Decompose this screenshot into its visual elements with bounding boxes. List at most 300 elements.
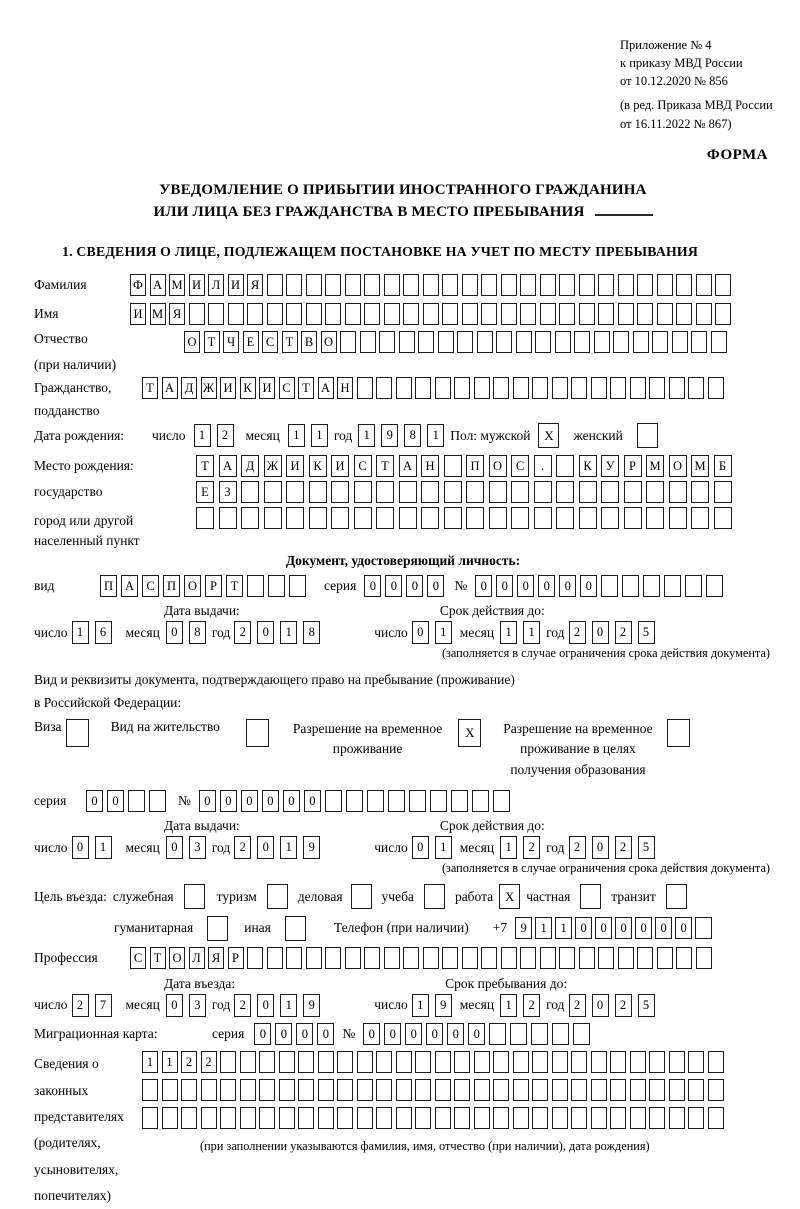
char-cell[interactable]	[435, 1079, 451, 1101]
char-cell[interactable]	[559, 274, 575, 296]
char-cell[interactable]: П	[100, 575, 117, 597]
char-cell[interactable]	[493, 1079, 509, 1101]
char-cell[interactable]	[345, 303, 361, 325]
char-cell[interactable]	[474, 1079, 490, 1101]
char-cell[interactable]: К	[240, 377, 256, 399]
char-cell[interactable]: И	[286, 455, 304, 477]
char-cell[interactable]	[289, 575, 306, 597]
char-cell[interactable]: Н	[421, 455, 439, 477]
char-cell[interactable]	[610, 1051, 626, 1073]
char-cell[interactable]	[444, 481, 462, 503]
char-cell[interactable]: 5	[638, 621, 655, 644]
char-cell[interactable]: 2	[615, 621, 632, 644]
char-cell[interactable]: П	[466, 455, 484, 477]
char-cell[interactable]	[399, 507, 417, 529]
char-cell[interactable]	[376, 1079, 392, 1101]
char-cell[interactable]	[708, 1079, 724, 1101]
char-cell[interactable]	[331, 507, 349, 529]
char-cell[interactable]	[325, 947, 341, 969]
char-cell[interactable]: И	[331, 455, 349, 477]
char-cell[interactable]: 1	[288, 424, 305, 447]
char-cell[interactable]: Д	[181, 377, 197, 399]
char-cell[interactable]	[474, 377, 490, 399]
char-cell[interactable]: 8	[404, 424, 421, 447]
char-cell[interactable]: 1	[280, 836, 297, 859]
char-cell[interactable]	[646, 481, 664, 503]
char-cell[interactable]	[630, 1079, 646, 1101]
char-cell[interactable]: 2	[201, 1051, 217, 1073]
char-cell[interactable]	[571, 1051, 587, 1073]
char-cell[interactable]	[451, 790, 468, 812]
char-cell[interactable]: 1	[412, 994, 429, 1017]
char-cell[interactable]: Т	[282, 331, 298, 353]
char-cell[interactable]	[696, 274, 712, 296]
char-cell[interactable]	[318, 1107, 334, 1129]
char-cell[interactable]: 2	[217, 424, 234, 447]
char-cell[interactable]	[396, 1051, 412, 1073]
char-cell[interactable]	[676, 303, 692, 325]
char-cell[interactable]: 2	[615, 994, 632, 1017]
char-cell[interactable]	[337, 1079, 353, 1101]
char-cell[interactable]	[435, 1051, 451, 1073]
char-cell[interactable]: 2	[72, 994, 89, 1017]
char-cell[interactable]	[442, 274, 458, 296]
char-cell[interactable]	[649, 1107, 665, 1129]
char-cell[interactable]: 9	[435, 994, 452, 1017]
char-cell[interactable]	[493, 790, 510, 812]
char-cell[interactable]: З	[219, 481, 237, 503]
char-cell[interactable]	[552, 1079, 568, 1101]
char-cell[interactable]: 0	[595, 917, 612, 939]
char-cell[interactable]	[534, 481, 552, 503]
char-cell[interactable]: 0	[575, 917, 592, 939]
char-cell[interactable]	[708, 377, 724, 399]
char-cell[interactable]	[591, 1051, 607, 1073]
char-cell[interactable]: 0	[426, 1023, 443, 1045]
char-cell[interactable]	[442, 947, 458, 969]
char-cell[interactable]: 0	[283, 790, 300, 812]
char-cell[interactable]	[511, 481, 529, 503]
char-cell[interactable]	[337, 1107, 353, 1129]
char-cell[interactable]	[396, 1107, 412, 1129]
char-cell[interactable]: 0	[517, 575, 534, 597]
char-cell[interactable]	[384, 303, 400, 325]
purpose-transit-checkbox[interactable]	[666, 884, 687, 909]
char-cell[interactable]: 0	[655, 917, 672, 939]
char-cell[interactable]: П	[163, 575, 180, 597]
char-cell[interactable]	[481, 303, 497, 325]
char-cell[interactable]	[286, 303, 302, 325]
char-cell[interactable]	[454, 1079, 470, 1101]
char-cell[interactable]	[376, 481, 394, 503]
char-cell[interactable]: 1	[280, 621, 297, 644]
char-cell[interactable]	[571, 377, 587, 399]
char-cell[interactable]: Е	[196, 481, 214, 503]
char-cell[interactable]	[555, 331, 571, 353]
purpose-official-checkbox[interactable]	[184, 884, 205, 909]
temp-permit-checkbox[interactable]: X	[458, 719, 481, 747]
char-cell[interactable]	[438, 331, 454, 353]
sex-female-checkbox[interactable]	[637, 423, 658, 448]
char-cell[interactable]: 1	[194, 424, 211, 447]
char-cell[interactable]	[520, 303, 536, 325]
char-cell[interactable]	[579, 274, 595, 296]
char-cell[interactable]: 0	[427, 575, 444, 597]
char-cell[interactable]	[691, 331, 707, 353]
char-cell[interactable]	[318, 1051, 334, 1073]
char-cell[interactable]: А	[219, 455, 237, 477]
char-cell[interactable]: Б	[714, 455, 732, 477]
char-cell[interactable]	[267, 274, 283, 296]
char-cell[interactable]: 0	[254, 1023, 271, 1045]
char-cell[interactable]	[241, 481, 259, 503]
char-cell[interactable]: О	[321, 331, 337, 353]
char-cell[interactable]	[501, 947, 517, 969]
char-cell[interactable]	[435, 377, 451, 399]
char-cell[interactable]: Ж	[264, 455, 282, 477]
char-cell[interactable]	[388, 790, 405, 812]
char-cell[interactable]: И	[228, 274, 244, 296]
char-cell[interactable]	[591, 1079, 607, 1101]
char-cell[interactable]	[220, 1107, 236, 1129]
char-cell[interactable]	[630, 1051, 646, 1073]
char-cell[interactable]: 0	[384, 1023, 401, 1045]
char-cell[interactable]	[241, 507, 259, 529]
char-cell[interactable]	[624, 507, 642, 529]
char-cell[interactable]	[622, 575, 639, 597]
char-cell[interactable]	[472, 790, 489, 812]
char-cell[interactable]	[520, 947, 536, 969]
char-cell[interactable]	[474, 1107, 490, 1129]
char-cell[interactable]: А	[162, 377, 178, 399]
char-cell[interactable]	[532, 1107, 548, 1129]
char-cell[interactable]: 0	[538, 575, 555, 597]
char-cell[interactable]	[462, 947, 478, 969]
char-cell[interactable]: Я	[169, 303, 185, 325]
char-cell[interactable]: 2	[234, 994, 251, 1017]
char-cell[interactable]: 0	[364, 575, 381, 597]
char-cell[interactable]: 1	[500, 994, 517, 1017]
char-cell[interactable]	[618, 274, 634, 296]
char-cell[interactable]	[376, 507, 394, 529]
char-cell[interactable]	[496, 331, 512, 353]
char-cell[interactable]	[688, 1107, 704, 1129]
char-cell[interactable]: Т	[376, 455, 394, 477]
char-cell[interactable]: 2	[234, 836, 251, 859]
char-cell[interactable]	[421, 507, 439, 529]
edu-permit-checkbox[interactable]	[667, 719, 690, 747]
char-cell[interactable]	[435, 1107, 451, 1129]
char-cell[interactable]	[489, 1023, 506, 1045]
sex-male-checkbox[interactable]: X	[538, 423, 559, 448]
char-cell[interactable]	[357, 1079, 373, 1101]
char-cell[interactable]	[714, 481, 732, 503]
char-cell[interactable]	[669, 481, 687, 503]
char-cell[interactable]: О	[489, 455, 507, 477]
char-cell[interactable]	[346, 790, 363, 812]
char-cell[interactable]	[325, 303, 341, 325]
char-cell[interactable]	[531, 1023, 548, 1045]
char-cell[interactable]	[442, 303, 458, 325]
char-cell[interactable]	[534, 507, 552, 529]
char-cell[interactable]	[279, 1079, 295, 1101]
char-cell[interactable]: 0	[317, 1023, 334, 1045]
char-cell[interactable]: В	[301, 331, 317, 353]
char-cell[interactable]	[571, 1107, 587, 1129]
char-cell[interactable]	[695, 917, 712, 939]
char-cell[interactable]	[247, 575, 264, 597]
char-cell[interactable]	[672, 331, 688, 353]
purpose-private-checkbox[interactable]	[580, 884, 601, 909]
char-cell[interactable]	[430, 790, 447, 812]
char-cell[interactable]: 1	[500, 836, 517, 859]
char-cell[interactable]: 0	[275, 1023, 292, 1045]
char-cell[interactable]: 0	[257, 836, 274, 859]
char-cell[interactable]: 1	[280, 994, 297, 1017]
char-cell[interactable]: 0	[405, 1023, 422, 1045]
char-cell[interactable]: Т	[204, 331, 220, 353]
char-cell[interactable]	[669, 507, 687, 529]
char-cell[interactable]	[247, 947, 263, 969]
char-cell[interactable]	[552, 1107, 568, 1129]
char-cell[interactable]: 0	[468, 1023, 485, 1045]
char-cell[interactable]	[357, 377, 373, 399]
char-cell[interactable]: Т	[226, 575, 243, 597]
char-cell[interactable]	[384, 274, 400, 296]
char-cell[interactable]	[696, 303, 712, 325]
char-cell[interactable]	[637, 947, 653, 969]
char-cell[interactable]: 1	[358, 424, 375, 447]
char-cell[interactable]	[462, 274, 478, 296]
char-cell[interactable]	[556, 481, 574, 503]
char-cell[interactable]	[552, 1051, 568, 1073]
char-cell[interactable]	[454, 377, 470, 399]
char-cell[interactable]	[657, 947, 673, 969]
char-cell[interactable]	[513, 1079, 529, 1101]
char-cell[interactable]	[591, 1107, 607, 1129]
char-cell[interactable]: 0	[496, 575, 513, 597]
char-cell[interactable]	[466, 507, 484, 529]
char-cell[interactable]	[511, 507, 529, 529]
char-cell[interactable]	[489, 507, 507, 529]
char-cell[interactable]	[128, 790, 145, 812]
char-cell[interactable]	[601, 481, 619, 503]
char-cell[interactable]: 1	[535, 917, 552, 939]
char-cell[interactable]: 1	[311, 424, 328, 447]
char-cell[interactable]	[268, 575, 285, 597]
char-cell[interactable]: И	[259, 377, 275, 399]
char-cell[interactable]	[691, 481, 709, 503]
char-cell[interactable]	[340, 331, 356, 353]
char-cell[interactable]: С	[279, 377, 295, 399]
char-cell[interactable]	[649, 1051, 665, 1073]
char-cell[interactable]	[423, 947, 439, 969]
char-cell[interactable]	[309, 481, 327, 503]
purpose-other-checkbox[interactable]	[285, 916, 306, 941]
char-cell[interactable]	[259, 1107, 275, 1129]
char-cell[interactable]: Р	[624, 455, 642, 477]
char-cell[interactable]	[708, 1051, 724, 1073]
char-cell[interactable]: С	[511, 455, 529, 477]
char-cell[interactable]	[657, 274, 673, 296]
char-cell[interactable]	[247, 303, 263, 325]
char-cell[interactable]	[598, 303, 614, 325]
char-cell[interactable]	[649, 1079, 665, 1101]
char-cell[interactable]	[676, 947, 692, 969]
char-cell[interactable]	[220, 1079, 236, 1101]
char-cell[interactable]	[364, 303, 380, 325]
char-cell[interactable]	[669, 1051, 685, 1073]
char-cell[interactable]: 2	[523, 836, 540, 859]
char-cell[interactable]: 2	[523, 994, 540, 1017]
char-cell[interactable]	[364, 274, 380, 296]
char-cell[interactable]	[630, 377, 646, 399]
char-cell[interactable]	[513, 1107, 529, 1129]
char-cell[interactable]: 1	[95, 836, 112, 859]
char-cell[interactable]	[219, 507, 237, 529]
char-cell[interactable]: Т	[142, 377, 158, 399]
char-cell[interactable]	[364, 947, 380, 969]
char-cell[interactable]	[552, 1023, 569, 1045]
char-cell[interactable]	[354, 507, 372, 529]
char-cell[interactable]: 0	[635, 917, 652, 939]
char-cell[interactable]: Ф	[130, 274, 146, 296]
char-cell[interactable]: 0	[592, 994, 609, 1017]
char-cell[interactable]: Л	[208, 274, 224, 296]
char-cell[interactable]: 0	[107, 790, 124, 812]
char-cell[interactable]	[643, 575, 660, 597]
char-cell[interactable]	[714, 507, 732, 529]
char-cell[interactable]	[403, 947, 419, 969]
char-cell[interactable]	[162, 1079, 178, 1101]
char-cell[interactable]	[444, 507, 462, 529]
char-cell[interactable]: 0	[412, 621, 429, 644]
char-cell[interactable]	[357, 1107, 373, 1129]
char-cell[interactable]: К	[579, 455, 597, 477]
char-cell[interactable]	[610, 1107, 626, 1129]
char-cell[interactable]: М	[150, 303, 166, 325]
char-cell[interactable]	[591, 377, 607, 399]
char-cell[interactable]	[501, 303, 517, 325]
char-cell[interactable]: 3	[189, 994, 206, 1017]
char-cell[interactable]	[520, 274, 536, 296]
char-cell[interactable]	[396, 1079, 412, 1101]
char-cell[interactable]	[286, 947, 302, 969]
char-cell[interactable]	[181, 1107, 197, 1129]
char-cell[interactable]: 0	[580, 575, 597, 597]
char-cell[interactable]	[630, 1107, 646, 1129]
char-cell[interactable]	[664, 575, 681, 597]
char-cell[interactable]	[715, 303, 731, 325]
char-cell[interactable]	[540, 303, 556, 325]
char-cell[interactable]: Т	[298, 377, 314, 399]
char-cell[interactable]	[367, 790, 384, 812]
char-cell[interactable]: О	[669, 455, 687, 477]
char-cell[interactable]: 0	[559, 575, 576, 597]
char-cell[interactable]	[149, 790, 166, 812]
char-cell[interactable]	[396, 377, 412, 399]
char-cell[interactable]	[240, 1051, 256, 1073]
char-cell[interactable]: 0	[675, 917, 692, 939]
char-cell[interactable]	[696, 947, 712, 969]
char-cell[interactable]	[669, 1107, 685, 1129]
char-cell[interactable]	[264, 481, 282, 503]
char-cell[interactable]: 3	[189, 836, 206, 859]
char-cell[interactable]: 0	[385, 575, 402, 597]
char-cell[interactable]: А	[121, 575, 138, 597]
char-cell[interactable]	[142, 1079, 158, 1101]
char-cell[interactable]	[376, 1051, 392, 1073]
char-cell[interactable]	[454, 1051, 470, 1073]
char-cell[interactable]	[510, 1023, 527, 1045]
char-cell[interactable]	[633, 331, 649, 353]
purpose-humanitarian-checkbox[interactable]	[207, 916, 228, 941]
char-cell[interactable]	[403, 274, 419, 296]
char-cell[interactable]	[552, 377, 568, 399]
char-cell[interactable]: 7	[95, 994, 112, 1017]
char-cell[interactable]	[711, 331, 727, 353]
char-cell[interactable]: 1	[555, 917, 572, 939]
char-cell[interactable]	[513, 377, 529, 399]
purpose-business-checkbox[interactable]	[351, 884, 372, 909]
char-cell[interactable]	[477, 331, 493, 353]
char-cell[interactable]: Р	[205, 575, 222, 597]
char-cell[interactable]	[418, 331, 434, 353]
char-cell[interactable]: С	[354, 455, 372, 477]
char-cell[interactable]	[535, 331, 551, 353]
char-cell[interactable]: 0	[363, 1023, 380, 1045]
char-cell[interactable]	[489, 481, 507, 503]
char-cell[interactable]	[652, 331, 668, 353]
char-cell[interactable]: 0	[592, 621, 609, 644]
char-cell[interactable]: 1	[72, 621, 89, 644]
char-cell[interactable]: 0	[166, 621, 183, 644]
char-cell[interactable]	[556, 455, 574, 477]
char-cell[interactable]	[598, 947, 614, 969]
char-cell[interactable]	[454, 1107, 470, 1129]
char-cell[interactable]	[669, 1079, 685, 1101]
char-cell[interactable]	[267, 947, 283, 969]
char-cell[interactable]	[267, 303, 283, 325]
char-cell[interactable]	[579, 507, 597, 529]
char-cell[interactable]	[259, 1051, 275, 1073]
char-cell[interactable]: Р	[228, 947, 244, 969]
char-cell[interactable]	[345, 274, 361, 296]
char-cell[interactable]	[579, 481, 597, 503]
char-cell[interactable]: 2	[181, 1051, 197, 1073]
char-cell[interactable]: 2	[569, 621, 586, 644]
char-cell[interactable]	[181, 1079, 197, 1101]
char-cell[interactable]: 1	[162, 1051, 178, 1073]
char-cell[interactable]	[240, 1079, 256, 1101]
char-cell[interactable]	[706, 575, 723, 597]
char-cell[interactable]	[196, 507, 214, 529]
char-cell[interactable]	[279, 1107, 295, 1129]
char-cell[interactable]: Е	[243, 331, 259, 353]
char-cell[interactable]	[228, 303, 244, 325]
char-cell[interactable]	[142, 1107, 158, 1129]
char-cell[interactable]	[613, 331, 629, 353]
char-cell[interactable]: Н	[337, 377, 353, 399]
char-cell[interactable]: 9	[515, 917, 532, 939]
char-cell[interactable]: 0	[592, 836, 609, 859]
char-cell[interactable]: 2	[234, 621, 251, 644]
char-cell[interactable]	[573, 1023, 590, 1045]
char-cell[interactable]: Т	[150, 947, 166, 969]
char-cell[interactable]	[637, 274, 653, 296]
purpose-study-checkbox[interactable]	[424, 884, 445, 909]
char-cell[interactable]	[708, 1107, 724, 1129]
